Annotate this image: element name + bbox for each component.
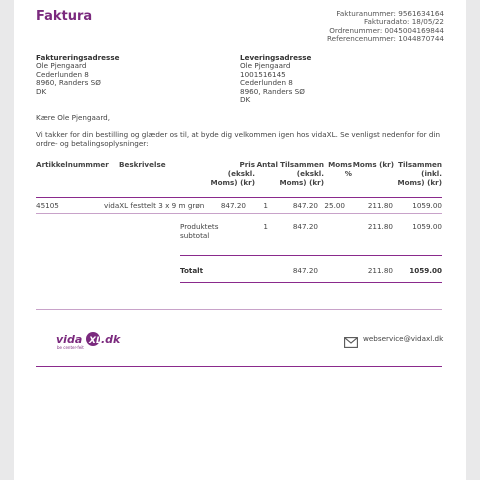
subtotal-qty: 1 [263,222,268,231]
row-total-inc: 1059.00 [412,201,442,210]
shipping-line: 1001516145 [240,69,286,79]
header-description: Beskrivelse [119,160,166,169]
svg-text:.dk: .dk [101,333,121,346]
logo-tagline: be center-feit [57,345,84,350]
reference-number: Referencenummer: 1044870744 [327,34,444,44]
envelope-icon [344,333,358,344]
billing-line: 8960, Randers SØ [36,78,101,88]
shipping-line: DK [240,95,251,105]
header-vat-pct: Moms % [328,160,352,178]
subtotal-total-inc: 1059.00 [412,222,442,231]
header-subtotal-ex: Tilsammen (ekskl. Moms) (kr) [279,160,324,187]
header-rule [36,197,442,198]
order-number: Ordrenummer: 0045004169844 [329,25,444,35]
shipping-address [240,54,430,104]
billing-line: Cederlunden 8 [36,69,89,79]
row-rule [36,213,442,214]
invoice-date: Fakturadato: 18/05/22 [364,17,444,27]
header-total-inc: Tilsammen (inkl. Moms) (kr) [397,160,442,187]
shipping-heading: Leveringsadresse [240,53,312,62]
intro-text: Vi takker for din bestilling og glæder os til, at byde dig velkommen igen hos vidaXL. Se venligst nedenfor for din ordre- og betalingsoplysninger: [36,130,441,148]
total-ex: 847.20 [292,266,318,275]
row-vat-kr: 211.80 [367,201,393,210]
greeting: Kære Ole Pjengaard, [36,113,110,122]
shipping-line: 8960, Randers SØ [240,86,305,96]
row-subtotal-ex: 847.20 [292,201,318,210]
svg-text:vida: vida [56,333,83,346]
total-top-rule [180,255,442,256]
row-vat-pct: 25.00 [324,201,345,210]
row-description: vidaXL festtelt 3 x 9 m grøn [104,201,205,210]
billing-heading: Faktureringsadresse [36,53,120,62]
svg-text:XL: XL [89,336,102,346]
subtotal-ex: 847.20 [292,222,318,231]
invoice-number: Fakturanummer: 9561634164 [336,9,444,18]
header-qty: Antal [256,160,278,169]
email-link[interactable]: webservice@vidaxl.dk [363,334,444,343]
header-price: Pris (ekskl. Moms) (kr) [210,160,255,187]
footer-top-rule [36,309,442,310]
billing-line: DK [36,86,47,96]
row-price: 847.20 [220,201,246,210]
header-article: Artikkelnummmer [36,160,109,169]
invoice-meta [244,10,444,44]
total-bottom-rule [180,282,442,283]
row-article: 45105 [36,201,59,210]
shipping-line: Ole Pjengaard [240,61,291,71]
subtotal-vat-kr: 211.80 [367,222,393,231]
total-inc: 1059.00 [409,266,442,275]
vidaxl-logo [56,328,126,352]
billing-line: Ole Pjengaard [36,61,87,71]
total-vat-kr: 211.80 [367,266,393,275]
total-label: Totalt [180,266,204,275]
footer-bottom-rule [36,366,442,367]
invoice-page [14,0,466,480]
subtotal-label: Produktets subtotal [180,222,219,240]
row-qty: 1 [263,201,268,210]
billing-address [36,54,226,96]
header-vat-kr: Moms (kr) [352,160,394,169]
shipping-line: Cederlunden 8 [240,78,293,88]
invoice-title: Faktura [36,9,93,24]
